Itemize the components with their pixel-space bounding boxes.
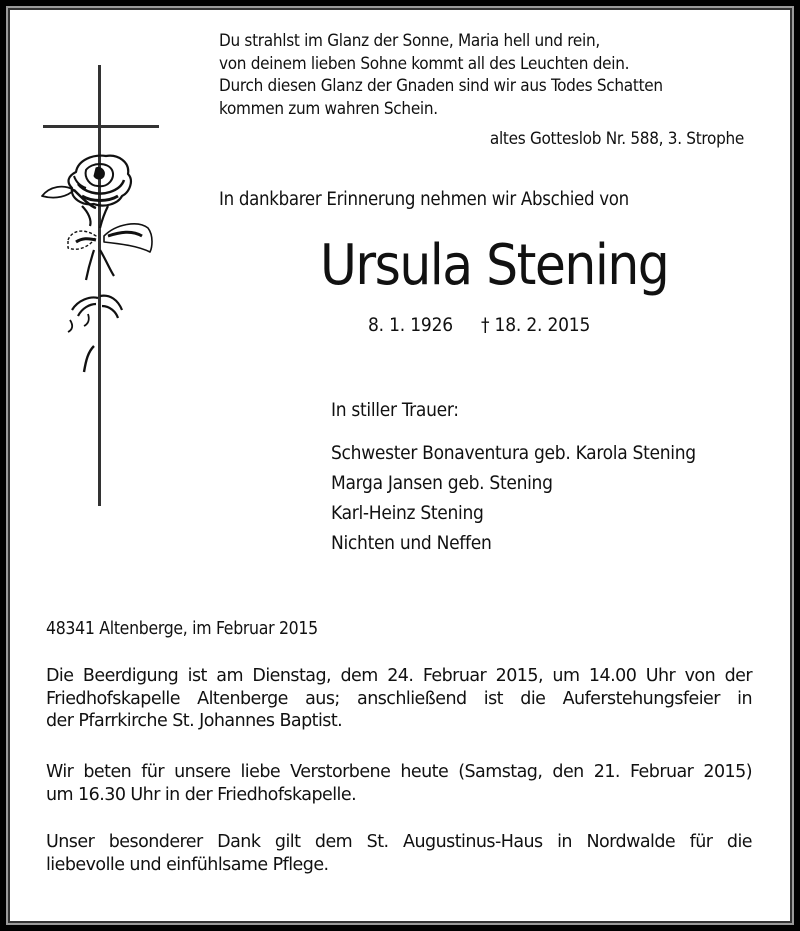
mourner-name: Karl-Heinz Stening (331, 502, 484, 524)
birth-date: 8. 1. 1926 (368, 314, 453, 336)
verse-line: kommen zum wahren Schein. (219, 98, 438, 119)
rose-icon (38, 150, 168, 390)
paragraph-line: liebevolle und einfühlsame Pflege. (46, 854, 329, 875)
funeral-paragraph (46, 665, 752, 733)
verse-line: Durch diesen Glanz der Gnaden sind wir aus Todes Schatten (219, 76, 663, 96)
rose-leaf (42, 187, 74, 198)
life-dates (368, 314, 590, 336)
cross-horizontal-bar (43, 125, 159, 128)
rose-leaf (104, 224, 152, 252)
verse-source: altes Gotteslob Nr. 588, 3. Strophe (489, 129, 744, 149)
paragraph-line: der Pfarrkirche St. Johannes Baptist. (46, 711, 343, 731)
mourning-heading: In stiller Trauer: (331, 399, 459, 421)
mourner-name: Nichten und Neffen (331, 532, 492, 554)
mourner-name: Marga Jansen geb. Stening (331, 472, 553, 494)
place-date: 48341 Altenberge, im Februar 2015 (46, 619, 318, 639)
intro-text: In dankbarer Erinnerung nehmen wir Abschied von (219, 189, 629, 210)
deceased-name: Ursula Stening (320, 233, 669, 298)
verse-line: von deinem lieben Sohne kommt all des Leuchten dein. (219, 53, 630, 74)
paragraph-line: um 16.30 Uhr in der Friedhofskapelle. (46, 784, 357, 805)
thanks-paragraph (46, 831, 752, 876)
paragraph-line: Unser besonderer Dank gilt dem St. Augustinus-Haus in Nordwalde für die (46, 832, 752, 852)
paragraph-line: Friedhofskapelle Altenberge aus; anschließend ist die Auferstehungsfeier in (46, 688, 752, 709)
verse (219, 30, 663, 120)
paragraph-line: Wir beten für unsere liebe Verstorbene heute (Samstag, den 21. Februar 2015) (46, 762, 752, 782)
mourner-list (331, 438, 696, 558)
prayer-paragraph (46, 761, 752, 806)
verse-line: Du strahlst im Glanz der Sonne, Maria hell und rein, (219, 31, 600, 51)
paragraph-line: Die Beerdigung ist am Dienstag, dem 24. Februar 2015, um 14.00 Uhr von der (46, 666, 752, 686)
mourner-name: Schwester Bonaventura geb. Karola Stening (331, 442, 696, 464)
death-date: † 18. 2. 2015 (480, 314, 591, 336)
